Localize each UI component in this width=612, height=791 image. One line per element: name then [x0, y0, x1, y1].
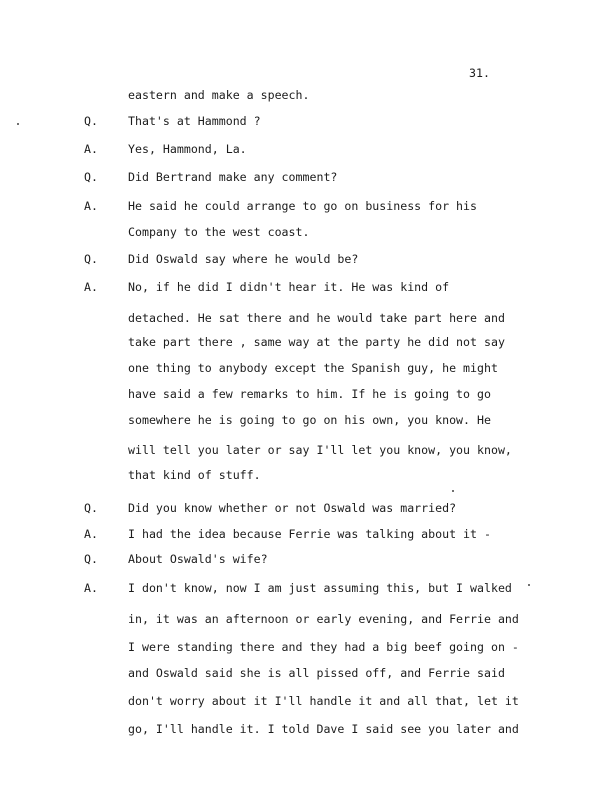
line-text: I don't know, now I am just assuming this, but I walked	[128, 581, 512, 595]
speaker-label: A.	[84, 142, 98, 156]
line-text: will tell you later or say I'll let you know, you know,	[128, 443, 512, 457]
line-text: Yes, Hammond, La.	[128, 142, 247, 156]
scan-speck	[17, 123, 19, 125]
line-text: go, I'll handle it. I told Dave I said see you later and	[128, 722, 519, 736]
line-text: Did Oswald say where he would be?	[128, 252, 359, 266]
speaker-label: Q.	[84, 114, 98, 128]
speaker-label: Q.	[84, 501, 98, 515]
line-text: that kind of stuff.	[128, 468, 261, 482]
speaker-label: A.	[84, 581, 98, 595]
line-text: That's at Hammond ?	[128, 114, 261, 128]
line-text: Did Bertrand make any comment?	[128, 170, 338, 184]
line-text: somewhere he is going to go on his own, you know. He	[128, 413, 491, 427]
speaker-label: Q.	[84, 252, 98, 266]
line-text: detached. He sat there and he would take part here and	[128, 311, 505, 325]
line-text: eastern and make a speech.	[128, 88, 310, 102]
line-text: Did you know whether or not Oswald was married?	[128, 501, 457, 515]
page-number: 31.	[469, 66, 490, 80]
line-text: I had the idea because Ferrie was talking about it -	[128, 527, 491, 541]
scan-speck	[452, 490, 454, 492]
speaker-label: Q.	[84, 552, 98, 566]
line-text: one thing to anybody except the Spanish guy, he might	[128, 361, 498, 375]
speaker-label: A.	[84, 527, 98, 541]
line-text: have said a few remarks to him. If he is going to go	[128, 387, 491, 401]
line-text: take part there , same way at the party he did not say	[128, 335, 505, 349]
line-text: and Oswald said she is all pissed off, and Ferrie said	[128, 666, 505, 680]
speaker-label: A.	[84, 199, 98, 213]
speaker-label: A.	[84, 280, 98, 294]
line-text: in, it was an afternoon or early evening, and Ferrie and	[128, 612, 519, 626]
line-text: I were standing there and they had a big beef going on -	[128, 640, 519, 654]
line-text: Company to the west coast.	[128, 225, 310, 239]
line-text: About Oswald's wife?	[128, 552, 268, 566]
line-text: No, if he did I didn't hear it. He was kind of	[128, 280, 450, 294]
line-text: don't worry about it I'll handle it and all that, let it	[128, 694, 519, 708]
line-text: He said he could arrange to go on business for his	[128, 199, 478, 213]
scan-speck	[528, 584, 530, 586]
speaker-label: Q.	[84, 170, 98, 184]
